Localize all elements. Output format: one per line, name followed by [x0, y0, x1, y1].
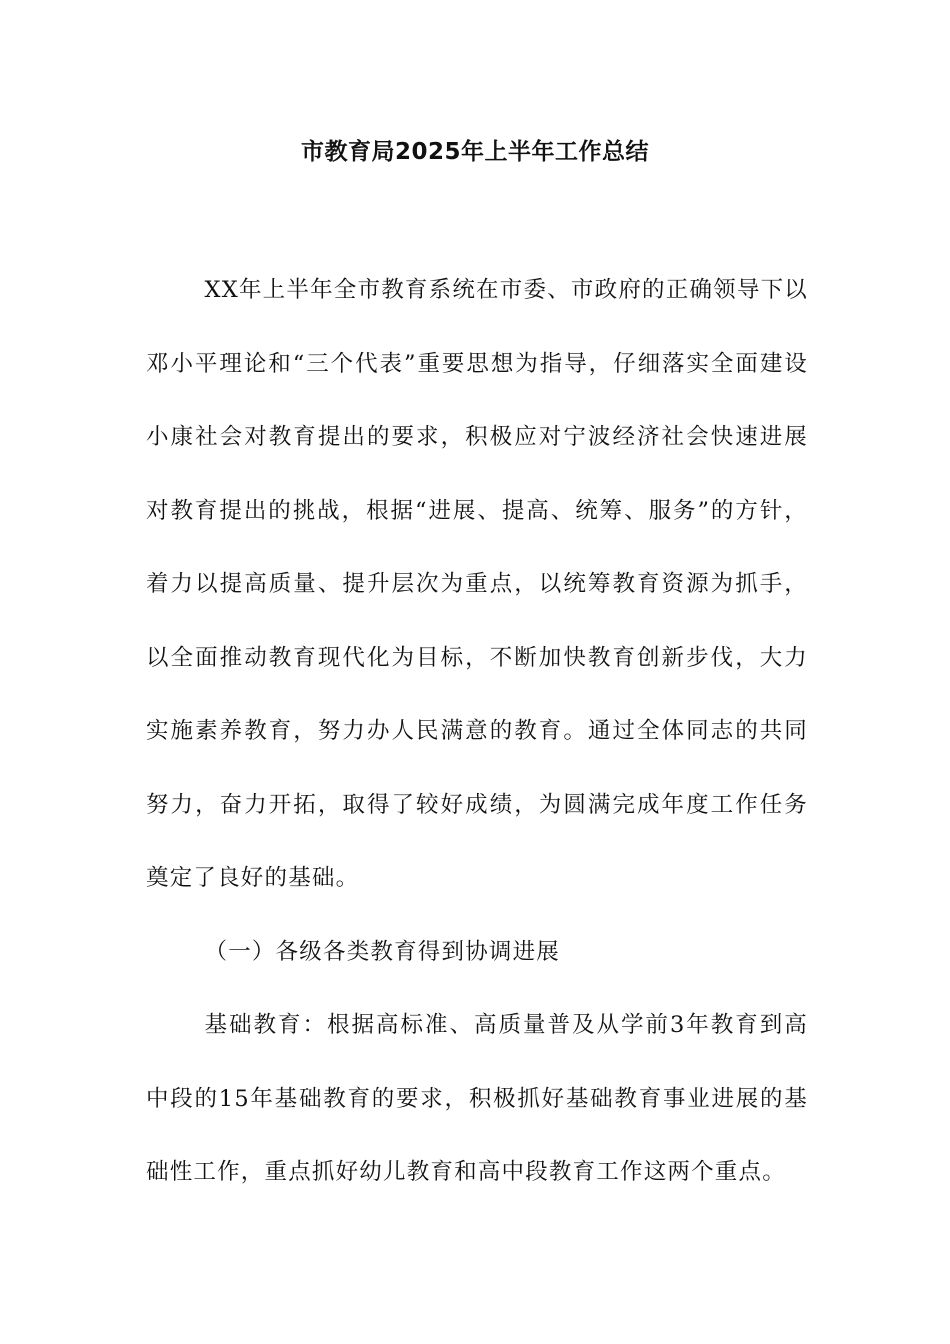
paragraph-basic-education: 基础教育：根据高标准、高质量普及从学前3年教育到高中段的15年基础教育的要求，积极抓好基础教育事业进展的基础性工作，重点抓好幼儿教育和高中段教育工作这两个重点。	[146, 1012, 808, 1185]
document-title: 市教育局2025年上半年工作总结	[300, 139, 649, 165]
section-heading-1: （一）各级各类教育得到协调进展	[204, 938, 561, 965]
document-body	[146, 254, 808, 1210]
paragraph-intro: XX年上半年全市教育系统在市委、市政府的正确领导下以邓小平理论和“三个代表”重要思想为指导，仔细落实全面建设小康社会对教育提出的要求，积极应对宁波经济社会快速进展对教育提出的挑战，根据“进展、提高、统筹、服务”的方针，着力以提高质量、提升层次为重点，以统筹教育资源为抓手，以全面推动教育现代化为目标，不断加快教育创新步伐，大力实施素养教育，努力办人民满意的教育。通过全体同志的共同努力，奋力开拓，取得了较好成绩，为圆满完成年度工作任务奠定了良好的基础。	[146, 277, 808, 891]
